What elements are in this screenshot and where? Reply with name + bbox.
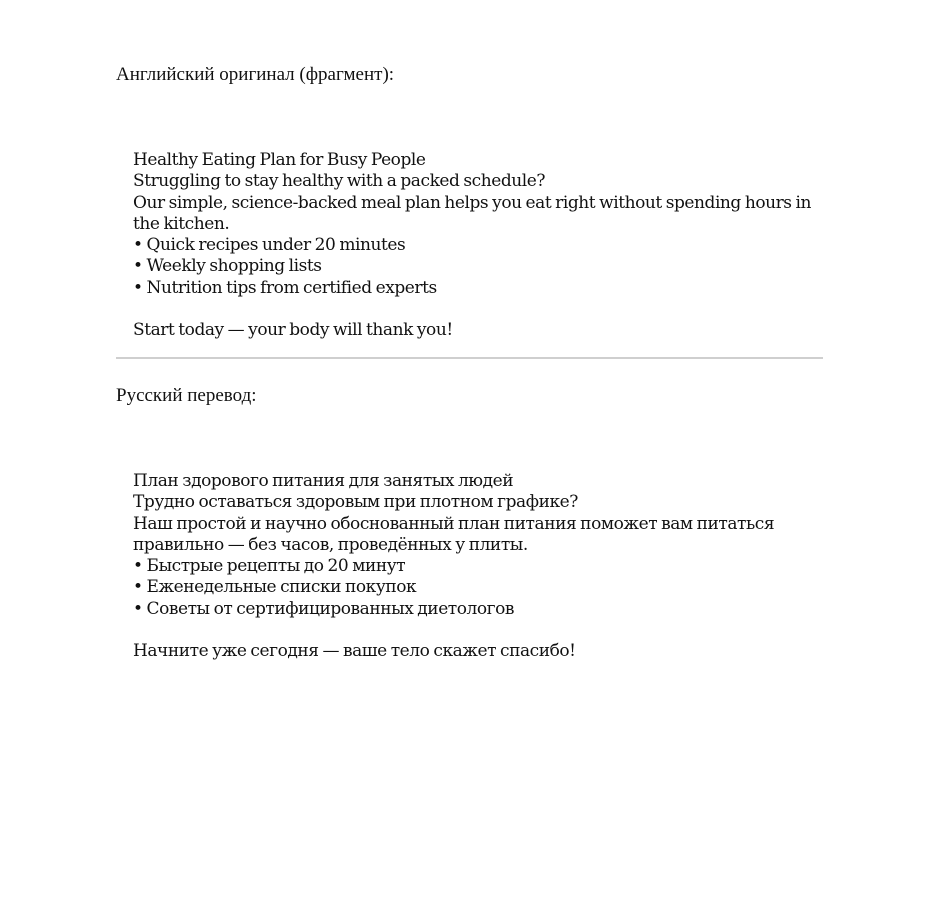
russian-description: Наш простой и научно обоснованный план питания поможет вам питаться правильно — без часов, проведённых у плиты. xyxy=(133,513,775,555)
english-closing: Start today — your body will thank you! xyxy=(133,320,453,341)
russian-bullet-item: • Еженедельные списки покупок xyxy=(133,577,823,598)
russian-question: Трудно оставаться здоровым при плотном графике? xyxy=(133,492,578,513)
english-bullet-item: • Weekly shopping lists xyxy=(133,256,823,277)
russian-bullet-item: • Быстрые рецепты до 20 минут xyxy=(133,556,823,577)
russian-text-block xyxy=(133,471,823,662)
english-text-block xyxy=(133,150,823,341)
english-section-heading: Английский оригинал (фрагмент): xyxy=(116,64,395,85)
english-description: Our simple, science-backed meal plan helps you eat right without spending hours in the kitchen. xyxy=(133,192,811,234)
russian-title: План здорового питания для занятых людей xyxy=(133,471,514,491)
russian-closing: Начните уже сегодня — ваше тело скажет спасибо! xyxy=(133,641,576,662)
russian-section-heading: Русский перевод: xyxy=(116,385,257,406)
english-bullet-list xyxy=(133,235,823,299)
english-bullet-item: • Quick recipes under 20 minutes xyxy=(133,235,823,256)
section-divider xyxy=(116,357,823,359)
english-title: Healthy Eating Plan for Busy People xyxy=(133,150,426,170)
english-bullet-item: • Nutrition tips from certified experts xyxy=(133,278,823,299)
russian-bullet-item: • Советы от сертифицированных диетологов xyxy=(133,599,823,620)
russian-bullet-list xyxy=(133,556,823,620)
english-question: Struggling to stay healthy with a packed schedule? xyxy=(133,171,546,192)
